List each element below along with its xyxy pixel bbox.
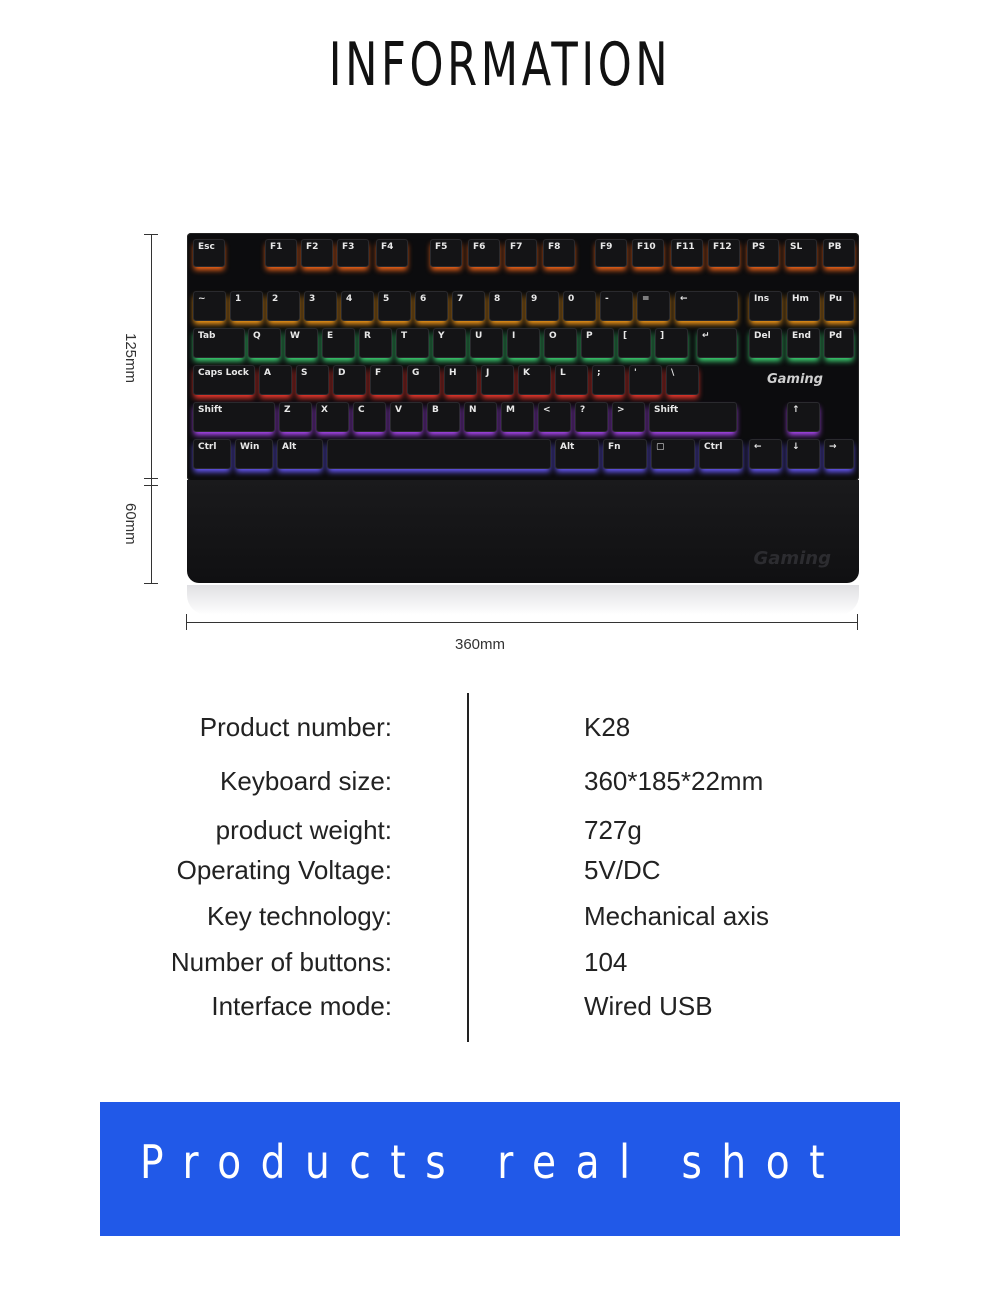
keyboard-key: ↑ (787, 402, 820, 432)
keyboard-key: 2 (267, 291, 300, 321)
keyboard-key: X (316, 402, 349, 432)
keyboard-key: N (464, 402, 497, 432)
keyboard-key: Ins (749, 291, 782, 321)
keyboard-key: Pu (824, 291, 854, 321)
keyboard-key: Alt (277, 439, 323, 469)
dimension-tick (144, 485, 158, 486)
spec-label: Interface mode: (211, 991, 392, 1021)
dimension-tick (144, 583, 158, 584)
keyboard-key: J (481, 365, 514, 395)
spec-value: 727g (584, 815, 642, 845)
keyboard-key: < (538, 402, 571, 432)
keyboard-key: W (285, 328, 318, 358)
keyboard-key: Q (248, 328, 281, 358)
keyboard-key: F5 (430, 239, 462, 267)
keyboard-key: 8 (489, 291, 522, 321)
spec-value: K28 (584, 712, 631, 742)
keyboard-key: R (359, 328, 392, 358)
banner-title: Products real shot (140, 1135, 845, 1189)
keyboard-key: S (296, 365, 329, 395)
keyboard-key: 4 (341, 291, 374, 321)
keyboard-key: 1 (230, 291, 263, 321)
keyboard-key: G (407, 365, 440, 395)
keyboard-key: Ctrl (193, 439, 231, 469)
keyboard-key: F12 (708, 239, 740, 267)
keyboard-key: 0 (563, 291, 596, 321)
keyboard-key: L (555, 365, 588, 395)
page-title: INFORMATION (328, 30, 672, 100)
width-label: 360mm (455, 636, 506, 653)
dimension-tick (186, 614, 187, 630)
keyboard-key (327, 439, 551, 469)
spec-value: Wired USB (584, 991, 713, 1021)
keyboard-key: Del (749, 328, 782, 358)
keyboard-key: ↓ (787, 439, 820, 469)
keyboard-key: ; (592, 365, 625, 395)
spec-value: 104 (584, 947, 628, 977)
keyboard-key: 6 (415, 291, 448, 321)
keyboard-key: ← (749, 439, 782, 469)
spec-label: Product number: (199, 712, 392, 742)
spec-label: product weight: (215, 815, 392, 845)
keyboard-key: 3 (304, 291, 337, 321)
keyboard-key: V (390, 402, 423, 432)
keyboard-key: ~ (193, 291, 226, 321)
keyboard-key: H (444, 365, 477, 395)
keyboard-key: Shift (649, 402, 737, 432)
keyboard-key: Shift (193, 402, 275, 432)
width-dimension-line (186, 622, 858, 623)
keyboard-key: - (600, 291, 633, 321)
spec-label: Keyboard size: (220, 766, 392, 796)
keyboard-key: ? (575, 402, 608, 432)
keyboard-key: 5 (378, 291, 411, 321)
spec-value: Mechanical axis (584, 901, 769, 931)
keyboard-key: B (427, 402, 460, 432)
keyboard-key: Fn (603, 439, 647, 469)
spec-value: 360*185*22mm (584, 766, 764, 796)
palm-rest-logo: Gaming (753, 548, 831, 569)
height-dimension-line (151, 234, 152, 583)
keyboard-key: U (470, 328, 503, 358)
keyboard-key: PS (747, 239, 779, 267)
keyboard-key: I (507, 328, 540, 358)
keyboard-key: F3 (337, 239, 369, 267)
keyboard-key: ] (655, 328, 688, 358)
keyboard-reflection (187, 585, 859, 615)
keyboard-key: Z (279, 402, 312, 432)
keyboard-key: F4 (376, 239, 408, 267)
keyboard-key: F10 (632, 239, 664, 267)
keyboard-key: End (787, 328, 820, 358)
keyboard-key: ▢ (651, 439, 695, 469)
keyboard-key: T (396, 328, 429, 358)
keyboard-key: = (637, 291, 670, 321)
keyboard-key: PB (823, 239, 855, 267)
keyboard-key: K (518, 365, 551, 395)
keyboard-key: Esc (193, 239, 225, 267)
keyboard-key: A (259, 365, 292, 395)
spec-label: Key technology: (206, 901, 392, 931)
keyboard-key: O (544, 328, 577, 358)
spec-value: 5V/DC (584, 855, 661, 885)
keyboard-key: F6 (468, 239, 500, 267)
keyboard-key: F7 (505, 239, 537, 267)
keyboard-key: Win (235, 439, 273, 469)
keyboard-key: Tab (193, 328, 245, 358)
keyboard-key: > (612, 402, 645, 432)
keyboard-key: \ (666, 365, 699, 395)
keyboard-key: ' (629, 365, 662, 395)
keyboard-key: SL (785, 239, 817, 267)
spec-label: Number of buttons: (170, 947, 392, 977)
brand-logo: Gaming (766, 372, 823, 387)
keyboard-key: Hm (787, 291, 820, 321)
keyboard-key: D (333, 365, 366, 395)
keyboard-key: E (322, 328, 355, 358)
keyboard-key: [ (618, 328, 651, 358)
keyboard-key: Y (433, 328, 466, 358)
palm-rest (187, 480, 859, 583)
keyboard-key: 7 (452, 291, 485, 321)
keyboard-key: ↵ (697, 328, 737, 358)
keyboard-image (187, 233, 859, 481)
keyboard-key: C (353, 402, 386, 432)
keyboard-key: 9 (526, 291, 559, 321)
keyboard-key: F (370, 365, 403, 395)
keyboard-key: M (501, 402, 534, 432)
keyboard-key: Caps Lock (193, 365, 255, 395)
keyboard-key: Ctrl (699, 439, 743, 469)
keyboard-key: ← (675, 291, 738, 321)
spec-divider (467, 693, 469, 1042)
dimension-tick (144, 478, 158, 479)
dimension-tick (144, 234, 158, 235)
keyboard-key: F11 (671, 239, 703, 267)
keyboard-height-label: 125mm (122, 333, 139, 384)
keyboard-key: → (824, 439, 854, 469)
dimension-tick (857, 614, 858, 630)
keyboard-key: F1 (265, 239, 297, 267)
palm-height-label: 60mm (122, 503, 139, 545)
keyboard-key: Alt (555, 439, 599, 469)
keyboard-key: P (581, 328, 614, 358)
spec-label: Operating Voltage: (176, 855, 392, 885)
keyboard-key: F9 (595, 239, 627, 267)
section-banner (100, 1102, 900, 1236)
keyboard-key: Pd (824, 328, 854, 358)
keyboard-key: F2 (301, 239, 333, 267)
keyboard-key: F8 (543, 239, 575, 267)
